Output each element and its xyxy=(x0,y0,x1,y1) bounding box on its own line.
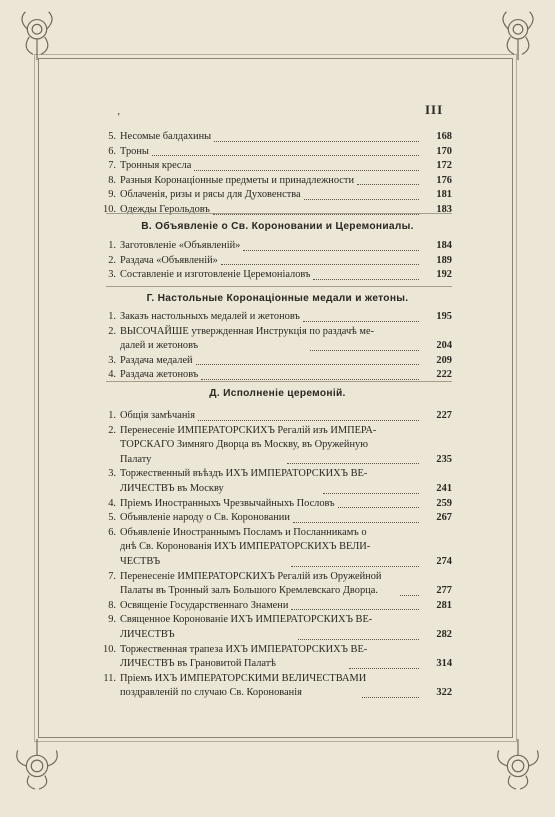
toc-entry-title: Раздача «Объявленій» xyxy=(120,254,218,266)
page-number: III xyxy=(425,102,444,117)
toc-entry-number: 7. xyxy=(108,570,116,582)
toc-entry-line xyxy=(100,310,452,325)
toc-entry-number: 3. xyxy=(108,468,116,480)
toc-entry-title: ВЫСОЧАЙШЕ утвержденная Инструкція по раздачѣ ме- xyxy=(120,325,375,337)
toc-entry-title: Перенесеніе ИМПЕРАТОРСКИХЪ Регалій изъ ИМПЕРА- xyxy=(120,424,377,436)
toc-entry-title: Облаченія, ризы и рясы для Духовенства xyxy=(120,189,301,201)
toc-entry-page: 195 xyxy=(436,311,452,322)
toc-entry-page: 259 xyxy=(436,497,452,509)
toc-entry-number: 5. xyxy=(108,512,116,524)
toc-entry-number: 9. xyxy=(108,189,116,201)
toc-entry-line xyxy=(100,438,452,453)
toc-entry-line xyxy=(100,555,452,570)
toc-entry-line xyxy=(100,325,452,340)
toc-entry-number: 7. xyxy=(108,160,116,172)
toc-entry-number: 2. xyxy=(108,424,116,436)
toc-entry-page: 235 xyxy=(436,453,452,465)
toc-entry-page: 183 xyxy=(436,203,452,215)
toc-entry-title: Несомые балдахины xyxy=(120,131,212,142)
toc-entry-number: 6. xyxy=(108,145,116,157)
toc-entry-title: Разныя Коронаціонные предметы и принадлежности xyxy=(120,174,355,186)
toc-entry-number: 4. xyxy=(108,369,116,381)
section-heading-v: В. Объявленіе о Св. Короновании и Церемониалы. xyxy=(141,221,414,232)
dot-leader xyxy=(194,169,419,171)
toc-entry-number: 1. xyxy=(108,311,116,322)
toc-entry-line xyxy=(100,540,452,555)
dot-leader xyxy=(201,378,419,380)
toc-section-2 xyxy=(100,239,452,283)
dot-leader xyxy=(287,462,419,464)
toc-entry-line xyxy=(100,686,452,701)
toc-entry-line xyxy=(100,599,452,614)
toc-entry-line xyxy=(100,467,452,482)
toc-section-4 xyxy=(100,409,452,701)
toc-entry-line xyxy=(100,511,452,526)
toc-entry-title: Составленіе и изготовленіе Церемоніаловъ xyxy=(120,269,311,281)
toc-entry-title: Общія замѣчанія xyxy=(120,410,196,421)
corner-ornament-icon xyxy=(489,735,547,793)
toc-entry-page: 209 xyxy=(436,354,452,366)
toc-entry-title: днѣ Св. Коронованія ИХЪ ИМПЕРАТОРСКИХЪ ВЕЛИ- xyxy=(120,541,371,553)
toc-entry-title: Одежды Герольдовъ xyxy=(120,203,210,215)
dot-leader xyxy=(304,198,419,200)
toc-entry-line xyxy=(100,239,452,254)
toc-entry-title: Троны xyxy=(120,145,149,157)
dot-leader xyxy=(362,696,419,698)
toc-entry-title: ТОРСКАГО Зимняго Дворца въ Москву, въ Оружейную xyxy=(120,439,368,451)
toc-entry-line xyxy=(100,145,452,160)
toc-entry-line xyxy=(100,424,452,439)
toc-section-1 xyxy=(100,130,452,218)
dot-leader xyxy=(198,419,419,421)
toc-entry-line xyxy=(100,453,452,468)
toc-entry-page: 267 xyxy=(436,512,452,524)
toc-entry-line xyxy=(100,482,452,497)
section-divider xyxy=(106,381,452,382)
toc-entry-title: Освященіе Государственнаго Знамени xyxy=(120,599,289,611)
toc-entry-number: 1. xyxy=(108,410,116,421)
corner-ornament-icon xyxy=(8,6,66,64)
dot-leader xyxy=(338,506,419,508)
dot-leader xyxy=(243,249,419,251)
dot-leader xyxy=(221,263,419,265)
dot-leader xyxy=(349,667,419,669)
dot-leader xyxy=(196,363,419,365)
toc-entry-line xyxy=(100,254,452,269)
toc-entry-line xyxy=(100,497,452,512)
toc-entry-title: ЛИЧЕСТВЪ въ Грановитой Палатѣ xyxy=(120,658,276,670)
corner-ornament-icon xyxy=(8,735,66,793)
toc-entry-page: 176 xyxy=(436,174,452,186)
dot-leader xyxy=(323,492,419,494)
toc-entry-title: Объявленіе народу о Св. Короновании xyxy=(120,512,290,524)
dot-leader xyxy=(313,278,419,280)
toc-entry-title: поздравленій по случаю Св. Коронованія xyxy=(120,687,302,699)
toc-entry-title: Палаты въ Тронный залъ Большого Кремлевскаго Дворца. xyxy=(120,585,378,597)
toc-entry-number: 4. xyxy=(108,497,116,509)
dot-leader xyxy=(303,320,419,322)
toc-entry-number: 3. xyxy=(108,269,116,281)
toc-entry-line xyxy=(100,339,452,354)
toc-entry-line xyxy=(100,130,452,145)
toc-entry-line xyxy=(100,174,452,189)
toc-entry-page: 170 xyxy=(436,145,452,157)
toc-entry-page: 314 xyxy=(436,658,453,670)
toc-entry-page: 184 xyxy=(436,240,452,251)
dot-leader xyxy=(214,140,419,142)
toc-entry-title: Тронныя кресла xyxy=(120,160,192,172)
dot-leader xyxy=(310,349,419,351)
corner-ornament-icon xyxy=(489,6,547,64)
toc-entry-line xyxy=(100,203,452,218)
toc-entry-line xyxy=(100,409,452,424)
toc-entry-page: 274 xyxy=(436,555,452,567)
toc-entry-number: 2. xyxy=(108,254,116,266)
toc-entry-page: 282 xyxy=(436,628,452,640)
toc-entry-title: Раздача медалей xyxy=(120,354,193,366)
toc-entry-page: 227 xyxy=(436,410,452,421)
toc-entry-title: Священное Коронованіе ИХЪ ИМПЕРАТОРСКИХЪ ВЕ- xyxy=(120,614,373,626)
toc-entry-page: 222 xyxy=(436,369,452,381)
toc-entry-number: 5. xyxy=(108,131,116,142)
toc-entry-title: далей и жетоновъ xyxy=(120,340,199,352)
toc-entry-line xyxy=(100,354,452,369)
toc-entry-page: 277 xyxy=(436,585,452,597)
toc-entry-line xyxy=(100,584,452,599)
toc-entry-number: 9. xyxy=(108,614,116,626)
toc-entry-page: 189 xyxy=(436,254,452,266)
toc-entry-line xyxy=(100,628,452,643)
toc-entry-line xyxy=(100,159,452,174)
toc-entry-number: 6. xyxy=(108,526,116,538)
toc-entry-title: Раздача жетоновъ xyxy=(120,369,199,381)
toc-entry-title: Торжественная трапеза ИХЪ ИМПЕРАТОРСКИХЪ ВЕ- xyxy=(120,643,368,655)
toc-entry-line xyxy=(100,613,452,628)
toc-entry-title: Перенесеніе ИМПЕРАТОРСКИХЪ Регалій изъ Оружейной xyxy=(120,570,382,582)
toc-entry-number: 1. xyxy=(108,240,116,251)
dot-leader xyxy=(152,154,419,156)
dot-leader xyxy=(400,594,419,596)
dot-leader xyxy=(298,638,419,640)
toc-entry-page: 322 xyxy=(436,687,453,699)
section-heading-g: Г. Настольные Коронаціонные медали и жетоны. xyxy=(146,293,409,304)
toc-entry-line xyxy=(100,268,452,283)
toc-entry-page: 281 xyxy=(436,599,452,611)
toc-entry-page: 204 xyxy=(436,340,453,352)
dot-leader xyxy=(291,608,419,610)
stray-mark: ’ xyxy=(117,112,121,123)
dot-leader xyxy=(291,565,419,567)
toc-entry-line xyxy=(100,643,452,658)
section-heading-d: Д. Исполненіе церемоній. xyxy=(209,388,346,399)
toc-entry-title: Объявленіе Иностраннымъ Посламъ и Посланникамъ о xyxy=(120,526,367,538)
toc-entry-line xyxy=(100,672,452,687)
toc-entry-title: ЛИЧЕСТВЪ въ Москву xyxy=(120,482,224,494)
toc-entry-title: Пріемъ Иностранныхъ Чрезвычайныхъ Пословъ xyxy=(120,497,335,509)
toc-entry-number: 11. xyxy=(103,672,116,684)
section-divider xyxy=(106,213,452,214)
toc-entry-page: 192 xyxy=(436,269,452,281)
toc-entry-number: 8. xyxy=(108,174,116,186)
toc-entry-page: 181 xyxy=(436,189,452,201)
toc-entry-page: 172 xyxy=(436,160,452,172)
toc-entry-number: 8. xyxy=(108,599,116,611)
toc-entry-number: 3. xyxy=(108,354,116,366)
toc-entry-title: Палату xyxy=(120,453,152,465)
toc-entry-title: ЧЕСТВЪ xyxy=(120,555,161,567)
toc-entry-title: Пріемъ ИХЪ ИМПЕРАТОРСКИМИ ВЕЛИЧЕСТВАМИ xyxy=(120,672,367,684)
section-divider xyxy=(106,286,452,287)
toc-entry-number: 2. xyxy=(108,325,116,337)
toc-entry-page: 168 xyxy=(436,131,452,142)
toc-entry-page: 241 xyxy=(436,482,453,494)
toc-entry-line xyxy=(100,188,452,203)
toc-entry-title: ЛИЧЕСТВЪ xyxy=(120,628,175,640)
toc-entry-number: 10. xyxy=(103,643,116,655)
toc-entry-title: Заказъ настольныхъ медалей и жетоновъ xyxy=(120,311,300,322)
toc-entry-title: Заготовленіе «Объявленій» xyxy=(120,240,241,251)
toc-entry-number: 10. xyxy=(103,203,116,215)
dot-leader xyxy=(293,521,419,523)
toc-entry-line xyxy=(100,570,452,585)
toc-entry-title: Торжественный въѣздъ ИХЪ ИМПЕРАТОРСКИХЪ ВЕ- xyxy=(120,468,368,480)
toc-section-3 xyxy=(100,310,452,383)
dot-leader xyxy=(357,183,419,185)
toc-entry-line xyxy=(100,526,452,541)
toc-entry-line xyxy=(100,657,452,672)
